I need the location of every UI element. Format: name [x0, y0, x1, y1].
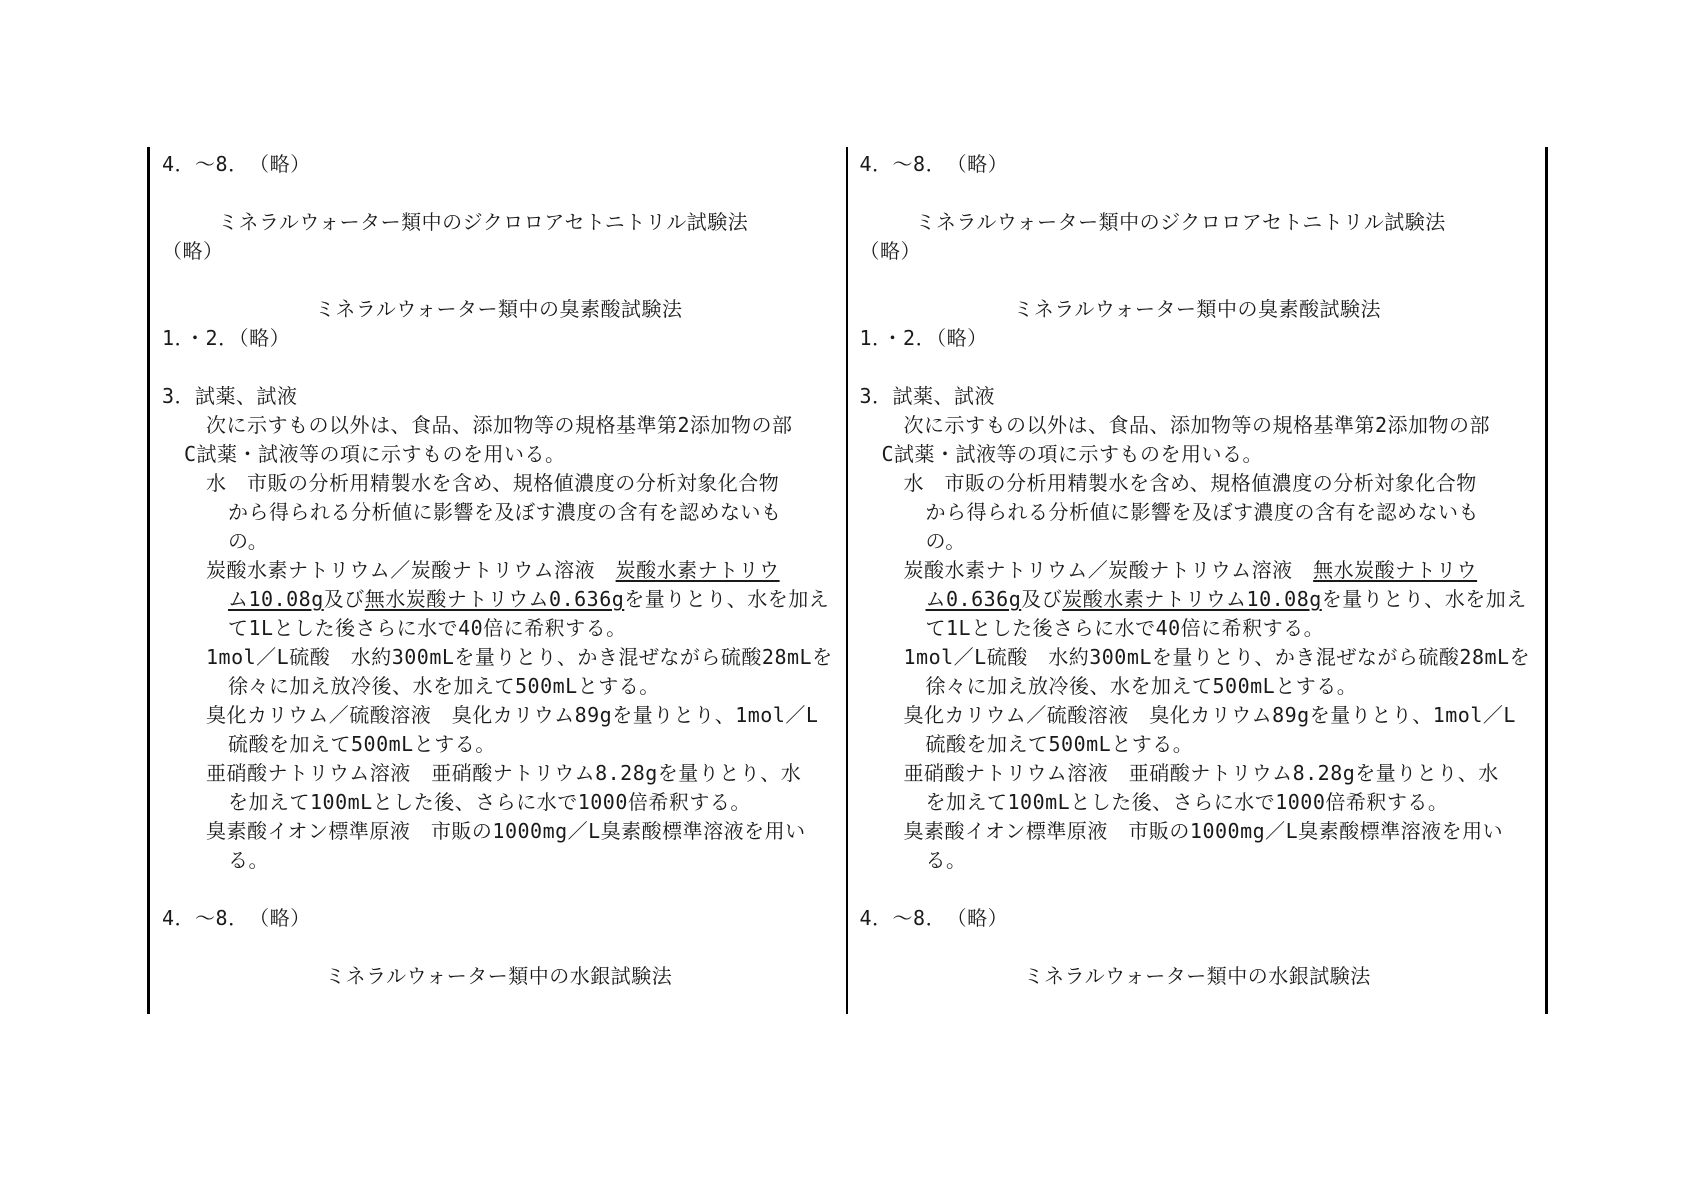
title-bromate: ミネラルウォーター類中の臭素酸試験法 [314, 297, 683, 321]
section-4-8-omitted: 4．～8． （略） [162, 152, 311, 176]
title-mercury: ミネラルウォーター類中の水銀試験法 [325, 964, 673, 988]
nitrite-line-2: を加えて100mLとした後、さらに水で1000倍希釈する。 [925, 790, 1449, 814]
intro-line-1: 次に示すもの以外は、食品、添加物等の規格基準第2添加物の部 [206, 413, 793, 437]
section-3-heading: 3．試薬、試液 [859, 384, 996, 408]
title-bromate: ミネラルウォーター類中の臭素酸試験法 [1013, 297, 1382, 321]
left-column-revised [150, 147, 848, 1014]
carbonate-line-1: 炭酸水素ナトリウム／炭酸ナトリウム溶液 炭酸水素ナトリウ [206, 558, 780, 582]
section-4-8-omitted-2: 4．～8． （略） [162, 906, 311, 930]
nitrite-line-1: 亜硝酸ナトリウム溶液 亜硝酸ナトリウム8.28gを量りとり、水 [903, 761, 1499, 785]
title-mercury: ミネラルウォーター類中の水銀試験法 [1023, 964, 1371, 988]
carbonate-line-2: ム10.08g及び無水炭酸ナトリウム0.636gを量りとり、水を加え [228, 587, 830, 611]
section-1-2-omitted: 1．・2．（略） [162, 326, 291, 350]
water-line-3: の。 [228, 529, 269, 553]
underlined-text: 炭酸水素ナトリウ [615, 558, 780, 582]
carbonate-line-1: 炭酸水素ナトリウム／炭酸ナトリウム溶液 無水炭酸ナトリウ [903, 558, 1478, 582]
bromate-standard-line-1: 臭素酸イオン標準原液 市販の1000mg／L臭素酸標準溶液を用い [206, 819, 806, 843]
underlined-text: ム10.08g [228, 587, 324, 611]
title-dichloroacetonitrile: ミネラルウォーター類中のジクロロアセトニトリル試験法 [915, 210, 1446, 234]
kbr-line-1: 臭化カリウム／硫酸溶液 臭化カリウム89gを量りとり、1mol／L [206, 703, 819, 727]
water-line-1: 水 市販の分析用精製水を含め、規格値濃度の分析対象化合物 [903, 471, 1477, 495]
section-3-heading: 3．試薬、試液 [162, 384, 298, 408]
carbonate-line-2: ム0.636g及び炭酸水素ナトリウム10.08gを量りとり、水を加え [925, 587, 1527, 611]
title-dichloroacetonitrile: ミネラルウォーター類中のジクロロアセトニトリル試験法 [218, 210, 749, 234]
kbr-line-2: 硫酸を加えて500mLとする。 [228, 732, 496, 756]
bromate-standard-line-1: 臭素酸イオン標準原液 市販の1000mg／L臭素酸標準溶液を用い [903, 819, 1504, 843]
right-column-current [848, 147, 1546, 1014]
kbr-line-1: 臭化カリウム／硫酸溶液 臭化カリウム89gを量りとり、1mol／L [903, 703, 1516, 727]
section-4-8-omitted-2: 4．～8． （略） [859, 906, 1009, 930]
intro-line-2: C試薬・試液等の項に示すものを用いる。 [184, 442, 566, 466]
water-line-2: から得られる分析値に影響を及ぼす濃度の含有を認めないも [925, 500, 1479, 524]
omitted-note: （略） [162, 239, 224, 263]
sulfuric-acid-line-2: 徐々に加え放冷後、水を加えて500mLとする。 [228, 674, 660, 698]
water-line-2: から得られる分析値に影響を及ぼす濃度の含有を認めないも [228, 500, 782, 524]
section-1-2-omitted: 1．・2．（略） [859, 326, 988, 350]
carbonate-line-3: て1Lとした後さらに水で40倍に希釈する。 [925, 616, 1325, 640]
underlined-text: ム0.636g [925, 587, 1022, 611]
sulfuric-acid-line-1: 1mol／L硫酸 水約300mLを量りとり、かき混ぜながら硫酸28mLを [903, 645, 1531, 669]
carbonate-line-3: て1Lとした後さらに水で40倍に希釈する。 [228, 616, 627, 640]
water-line-3: の。 [925, 529, 966, 553]
sulfuric-acid-line-2: 徐々に加え放冷後、水を加えて500mLとする。 [925, 674, 1358, 698]
water-line-1: 水 市販の分析用精製水を含め、規格値濃度の分析対象化合物 [206, 471, 780, 495]
bromate-standard-line-2: る。 [925, 848, 967, 872]
bromate-standard-line-2: る。 [228, 848, 269, 872]
sulfuric-acid-line-1: 1mol／L硫酸 水約300mLを量りとり、かき混ぜながら硫酸28mLを [206, 645, 833, 669]
comparison-table [147, 147, 1548, 1014]
kbr-line-2: 硫酸を加えて500mLとする。 [925, 732, 1194, 756]
underlined-text: 無水炭酸ナトリウ [1313, 558, 1478, 582]
section-4-8-omitted: 4．～8． （略） [859, 152, 1009, 176]
intro-line-2: C試薬・試液等の項に示すものを用いる。 [881, 442, 1264, 466]
intro-line-1: 次に示すもの以外は、食品、添加物等の規格基準第2添加物の部 [903, 413, 1491, 437]
nitrite-line-2: を加えて100mLとした後、さらに水で1000倍希釈する。 [228, 790, 751, 814]
underlined-text: 炭酸水素ナトリウム10.08g [1062, 587, 1322, 611]
underlined-text: 無水炭酸ナトリウム0.636g [364, 587, 625, 611]
nitrite-line-1: 亜硝酸ナトリウム溶液 亜硝酸ナトリウム8.28gを量りとり、水 [206, 761, 802, 785]
omitted-note: （略） [859, 239, 921, 263]
